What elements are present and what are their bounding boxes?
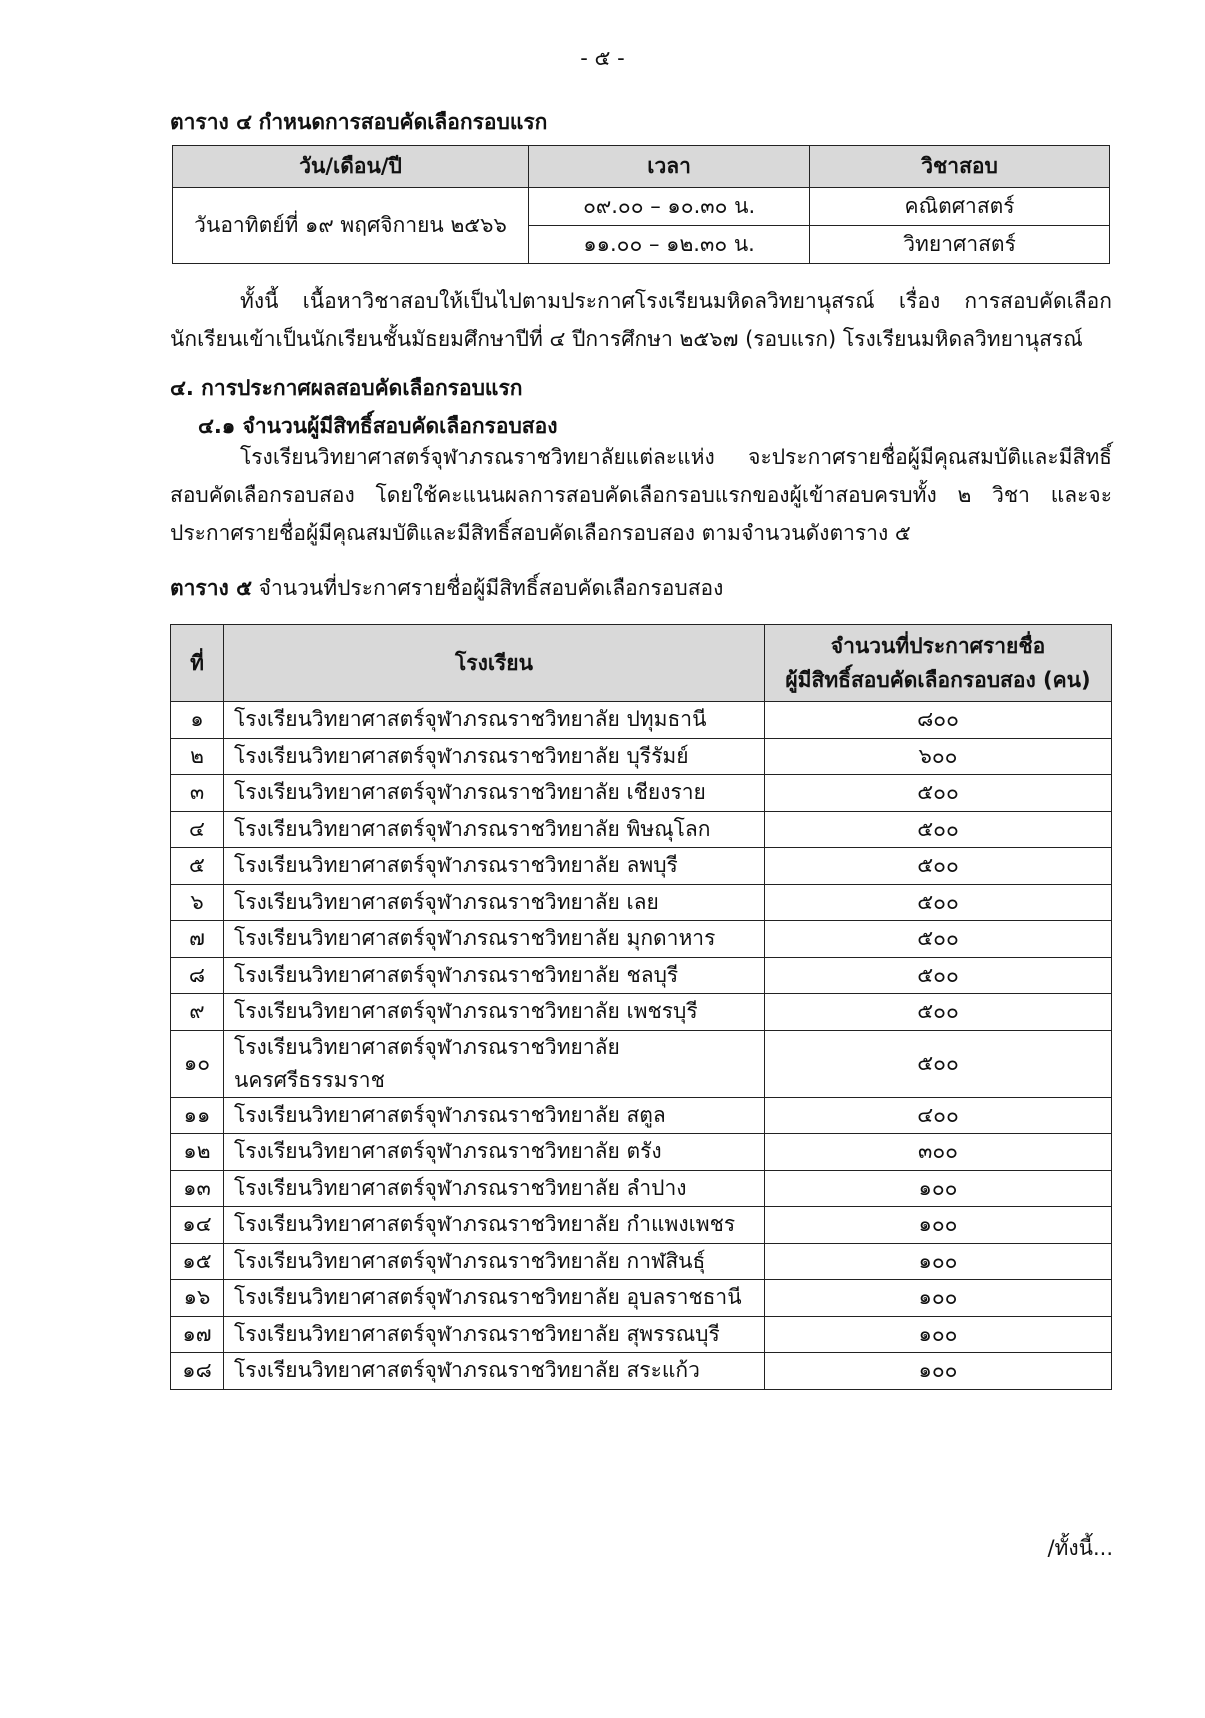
school-name: โรงเรียนวิทยาศาสตร์จุฬาภรณราชวิทยาลัย อุบลราชธานี [224,1280,765,1317]
quota-count: ๑๐๐ [765,1280,1112,1317]
table-row [171,1030,1112,1097]
school-name: โรงเรียนวิทยาศาสตร์จุฬาภรณราชวิทยาลัย ลพบุรี [224,848,765,885]
quota-count: ๔๐๐ [765,1097,1112,1134]
header-school: โรงเรียน [224,625,765,702]
table-row [171,1353,1112,1390]
row-number: ๑๔ [171,1207,224,1244]
table-row [171,738,1112,775]
quota-count: ๑๐๐ [765,1170,1112,1207]
header-subject: วิชาสอบ [810,146,1110,188]
header-date: วัน/เดือน/ปี [173,146,529,188]
row-number: ๕ [171,848,224,885]
exam-time: ๑๑.๐๐ – ๑๒.๓๐ น. [529,226,810,264]
quota-count: ๕๐๐ [765,957,1112,994]
row-number: ๙ [171,994,224,1031]
exam-time: ๐๙.๐๐ – ๑๐.๓๐ น. [529,188,810,226]
quota-count: ๕๐๐ [765,921,1112,958]
quota-count: ๑๐๐ [765,1243,1112,1280]
header-count-line2: ผู้มีสิทธิ์สอบคัดเลือกรอบสอง (คน) [785,668,1091,692]
row-number: ๑๒ [171,1134,224,1171]
table-row [171,884,1112,921]
quota-count: ๑๐๐ [765,1316,1112,1353]
table5-label: ตาราง ๕ [170,576,252,600]
table-row [171,1316,1112,1353]
table-row [171,1097,1112,1134]
school-name: โรงเรียนวิทยาศาสตร์จุฬาภรณราชวิทยาลัย ลำปาง [224,1170,765,1207]
quota-count: ๕๐๐ [765,848,1112,885]
quota-count: ๖๐๐ [765,738,1112,775]
row-number: ๖ [171,884,224,921]
table5-title: จำนวนที่ประกาศรายชื่อผู้มีสิทธิ์สอบคัดเลือกรอบสอง [258,576,724,600]
row-number: ๔ [171,811,224,848]
school-name: โรงเรียนวิทยาศาสตร์จุฬาภรณราชวิทยาลัย เลย [224,884,765,921]
table-row [171,1280,1112,1317]
school-name: โรงเรียนวิทยาศาสตร์จุฬาภรณราชวิทยาลัย สตูล [224,1097,765,1134]
school-name: โรงเรียนวิทยาศาสตร์จุฬาภรณราชวิทยาลัย กำแพงเพชร [224,1207,765,1244]
quota-count: ๑๐๐ [765,1207,1112,1244]
table-row [171,848,1112,885]
header-count [765,625,1112,702]
row-number: ๑ [171,702,224,739]
row-number: ๗ [171,921,224,958]
announcement-paragraph: โรงเรียนวิทยาศาสตร์จุฬาภรณราชวิทยาลัยแต่ละแห่ง จะประกาศรายชื่อผู้มีคุณสมบัติและมีสิทธิ์สอบคัดเลือกรอบสอง โดยใช้คะแนนผลการสอบคัดเลือกรอบแรกของผู้เข้าสอบครบทั้ง ๒ วิชา และจะประกาศรายชื่อผู้มีคุณสมบัติและมีสิทธิ์สอบคัดเลือกรอบสอง ตามจำนวนดังตาราง ๕ [170,445,1112,545]
table-row [171,921,1112,958]
quota-count: ๑๐๐ [765,1353,1112,1390]
content-note-paragraph: ทั้งนี้ เนื้อหาวิชาสอบให้เป็นไปตามประกาศโรงเรียนมหิดลวิทยานุสรณ์ เรื่อง การสอบคัดเลือกนักเรียนเข้าเป็นนักเรียนชั้นมัธยมศึกษาปีที่ ๔ ปีการศึกษา ๒๕๖๗ (รอบแรก) โรงเรียนมหิดลวิทยานุสรณ์ [170,289,1112,351]
quota-count: ๕๐๐ [765,811,1112,848]
row-number: ๒ [171,738,224,775]
table-row [173,188,1110,226]
quota-count: ๕๐๐ [765,884,1112,921]
table-row [171,775,1112,812]
section-4-1-heading: ๔.๑ จำนวนผู้มีสิทธิ์สอบคัดเลือกรอบสอง [198,414,558,438]
school-name: โรงเรียนวิทยาศาสตร์จุฬาภรณราชวิทยาลัย มุกดาหาร [224,921,765,958]
table4-caption [170,106,547,139]
exam-date: วันอาทิตย์ที่ ๑๙ พฤศจิกายน ๒๕๖๖ [173,188,529,264]
table-row [171,994,1112,1031]
row-number: ๑๓ [171,1170,224,1207]
school-name: โรงเรียนวิทยาศาสตร์จุฬาภรณราชวิทยาลัย สระแก้ว [224,1353,765,1390]
quota-count: ๕๐๐ [765,775,1112,812]
quota-count: ๕๐๐ [765,1030,1112,1097]
row-number: ๘ [171,957,224,994]
school-name: โรงเรียนวิทยาศาสตร์จุฬาภรณราชวิทยาลัย ตรัง [224,1134,765,1171]
table-row [171,702,1112,739]
table-row [171,957,1112,994]
school-name: โรงเรียนวิทยาศาสตร์จุฬาภรณราชวิทยาลัย บุรีรัมย์ [224,738,765,775]
page-number: - ๕ - [580,46,625,70]
school-name: โรงเรียนวิทยาศาสตร์จุฬาภรณราชวิทยาลัย ชลบุรี [224,957,765,994]
row-number: ๑๘ [171,1353,224,1390]
table5-caption [170,572,723,605]
continuation-marker: /ทั้งนี้... [1047,1536,1113,1560]
row-number: ๑๑ [171,1097,224,1134]
table-row [171,1207,1112,1244]
school-name: โรงเรียนวิทยาศาสตร์จุฬาภรณราชวิทยาลัย เพชรบุรี [224,994,765,1031]
row-number: ๑๗ [171,1316,224,1353]
table-row [171,811,1112,848]
exam-subject: คณิตศาสตร์ [810,188,1110,226]
header-no: ที่ [171,625,224,702]
quota-count: ๘๐๐ [765,702,1112,739]
row-number: ๑๖ [171,1280,224,1317]
school-name: โรงเรียนวิทยาศาสตร์จุฬาภรณราชวิทยาลัย เชียงราย [224,775,765,812]
table4-title: กำหนดการสอบคัดเลือกรอบแรก [258,110,548,134]
row-number: ๑๐ [171,1030,224,1097]
school-name: โรงเรียนวิทยาศาสตร์จุฬาภรณราชวิทยาลัย นครศรีธรรมราช [224,1030,765,1097]
header-count-line1: จำนวนที่ประกาศรายชื่อ [830,634,1046,658]
section-4-heading: ๔. การประกาศผลสอบคัดเลือกรอบแรก [170,376,523,400]
second-round-quota-table [170,624,1112,1390]
exam-subject: วิทยาศาสตร์ [810,226,1110,264]
school-name: โรงเรียนวิทยาศาสตร์จุฬาภรณราชวิทยาลัย พิษณุโลก [224,811,765,848]
school-name: โรงเรียนวิทยาศาสตร์จุฬาภรณราชวิทยาลัย สุพรรณบุรี [224,1316,765,1353]
row-number: ๑๕ [171,1243,224,1280]
school-name: โรงเรียนวิทยาศาสตร์จุฬาภรณราชวิทยาลัย กาฬสินธุ์ [224,1243,765,1280]
row-number: ๓ [171,775,224,812]
school-name: โรงเรียนวิทยาศาสตร์จุฬาภรณราชวิทยาลัย ปทุมธานี [224,702,765,739]
quota-count: ๕๐๐ [765,994,1112,1031]
table-row [171,1170,1112,1207]
table-row [171,1134,1112,1171]
exam-schedule-table [172,145,1110,264]
table4-label: ตาราง ๔ [170,110,252,134]
table-row [171,1243,1112,1280]
quota-count: ๓๐๐ [765,1134,1112,1171]
header-time: เวลา [529,146,810,188]
